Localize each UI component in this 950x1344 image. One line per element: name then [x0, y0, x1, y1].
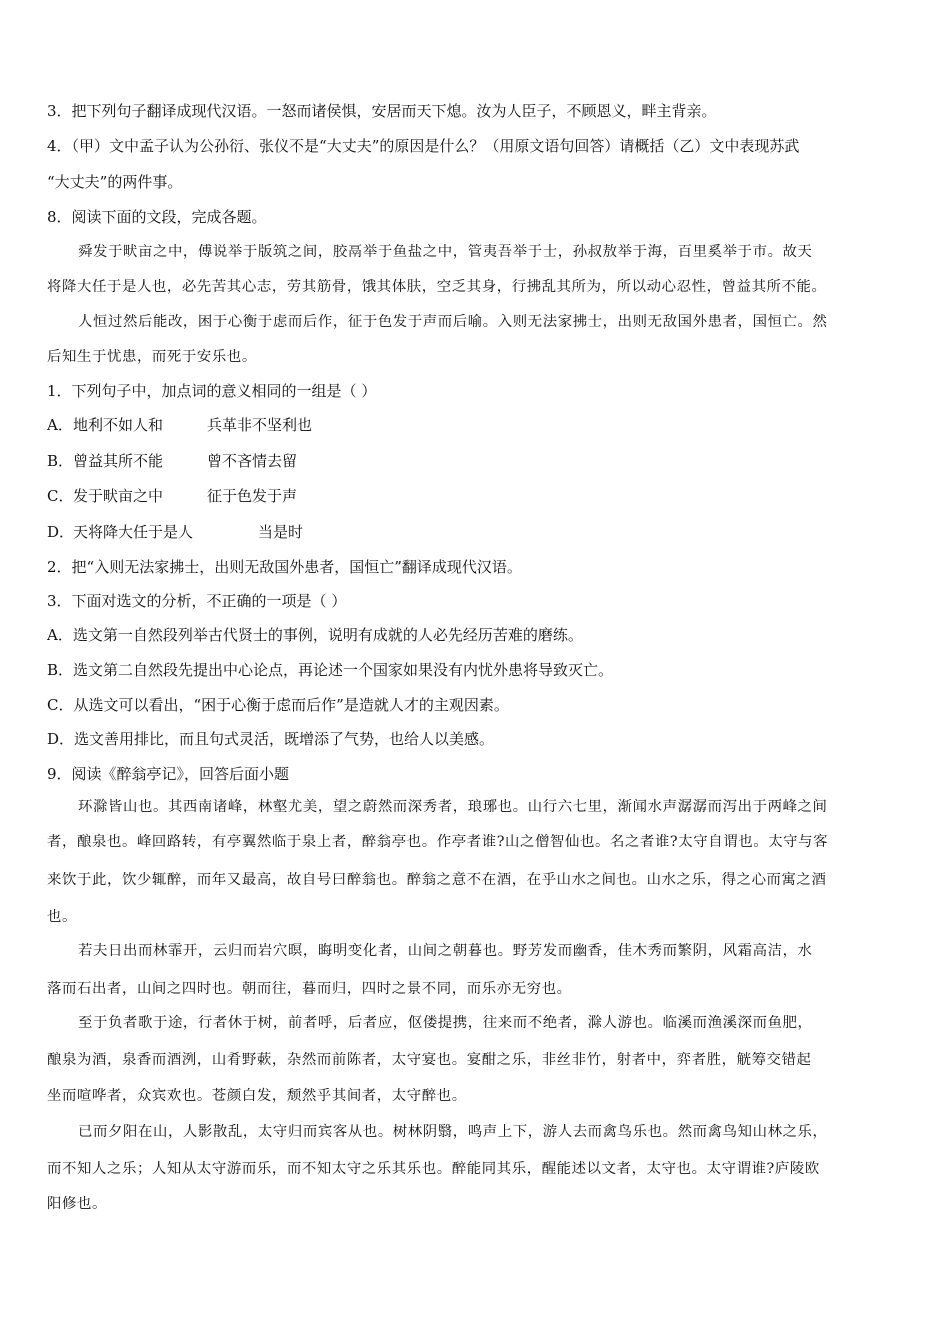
passage-8-line: 将降大任于是人也，必先苦其心志，劳其筋骨，饿其体肤，空乏其身，行拂乱其所为，所以动心忍性，曾益其所不能。 [47, 279, 827, 295]
option-c: C．从选文可以看出，“困于心衡于虑而后作”是造就人才的主观因素。 [47, 696, 509, 714]
passage-9-line: 来饮于此，饮少辄醉，而年又最高，故自号曰醉翁也。醉翁之意不在酒，在乎山水之间也。山水之乐，得之心而寓之酒 [47, 872, 827, 888]
passage-9-line: 坐而喧哗者，众宾欢也。苍颜白发，颓然乎其间者，太守醉也。 [47, 1088, 467, 1104]
question-3-translate: 3．把下列句子翻译成现代汉语。一怒而诸侯惧，安居而天下熄。汝为人臣子，不顾恩义，畔主背亲。 [47, 102, 717, 120]
passage-9-line: 者，酿泉也。峰回路转，有亭翼然临于泉上者，醉翁亭也。作亭者谁?山之僧智仙也。名之者谁?太守自谓也。太守与客 [47, 834, 829, 850]
passage-9-line: 酿泉为酒，泉香而酒洌，山肴野蔌，杂然而前陈者，太守宴也。宴酣之乐，非丝非竹，射者中，弈者胜，觥筹交错起 [47, 1052, 812, 1068]
passage-8-line: 舜发于畎亩之中，傅说举于版筑之间，胶鬲举于鱼盐之中，管夷吾举于士，孙叔敖举于海，百里奚举于市。故天 [78, 244, 813, 260]
option-b: B．曾益其所不能 曾不吝情去留 [47, 452, 298, 470]
section-9-title: 9．阅读《醉翁亭记》，回答后面小题 [47, 765, 290, 783]
passage-9-line: 也。 [47, 909, 77, 925]
passage-9-line: 落而石出者，山间之四时也。朝而往，暮而归，四时之景不同，而乐亦无穷也。 [47, 981, 572, 997]
passage-9-line: 阳修也。 [47, 1196, 107, 1212]
question-4-line-1: 4．（甲）文中孟子认为公孙衍、张仪不是“大丈夫”的原因是什么？（用原文语句回答）请概括（乙）文中表现苏武 [47, 137, 800, 155]
passage-9-line: 若夫日出而林霏开，云归而岩穴暝，晦明变化者，山间之朝暮也。野芳发而幽香，佳木秀而繁阴，风霜高洁，水 [78, 943, 813, 959]
passage-9-line: 至于负者歌于途，行者休于树，前者呼，后者应，伛偻提携，往来而不绝者，滁人游也。临溪而渔溪深而鱼肥， [78, 1015, 813, 1031]
passage-9-line: 而不知人之乐；人知从太守游而乐，而不知太守之乐其乐也。醉能同其乐，醒能述以文者，太守也。太守谓谁?庐陵欧 [47, 1161, 820, 1177]
option-d: D．天将降大任于是人 当是时 [47, 523, 304, 541]
passage-9-line: 环滁皆山也。其西南诸峰，林壑尤美，望之蔚然而深秀者，琅琊也。山行六七里，渐闻水声潺潺而泻出于两峰之间 [78, 799, 828, 815]
s8-question-3: 3．下面对选文的分析，不正确的一项是（ ） [47, 592, 347, 610]
option-a: A．地利不如人和 兵革非不坚利也 [47, 416, 313, 434]
option-b: B．选文第二自然段先提出中心论点，再论述一个国家如果没有内忧外患将导致灭亡。 [47, 661, 614, 679]
option-a: A．选文第一自然段列举古代贤士的事例，说明有成就的人必先经历苦难的磨练。 [47, 626, 583, 644]
question-4-line-2: “大丈夫”的两件事。 [47, 173, 183, 191]
option-d: D．选文善用排比，而且句式灵活，既增添了气势，也给人以美感。 [47, 730, 495, 748]
s8-question-1: 1．下列句子中，加点词的意义相同的一组是（ ） [47, 382, 377, 400]
option-c: C．发于畎亩之中 征于色发于声 [47, 487, 298, 505]
passage-8-line: 后知生于忧患，而死于安乐也。 [47, 349, 257, 365]
section-8-title: 8．阅读下面的文段，完成各题。 [47, 208, 267, 226]
passage-9-line: 已而夕阳在山，人影散乱，太守归而宾客从也。树林阴翳，鸣声上下，游人去而禽鸟乐也。然而禽鸟知山林之乐， [78, 1124, 828, 1140]
passage-8-line: 人恒过然后能改，困于心衡于虑而后作，征于色发于声而后喻。入则无法家拂士，出则无敌国外患者，国恒亡。然 [78, 314, 828, 330]
s8-question-2: 2．把“入则无法家拂士，出则无敌国外患者，国恒亡”翻译成现代汉语。 [47, 558, 522, 576]
